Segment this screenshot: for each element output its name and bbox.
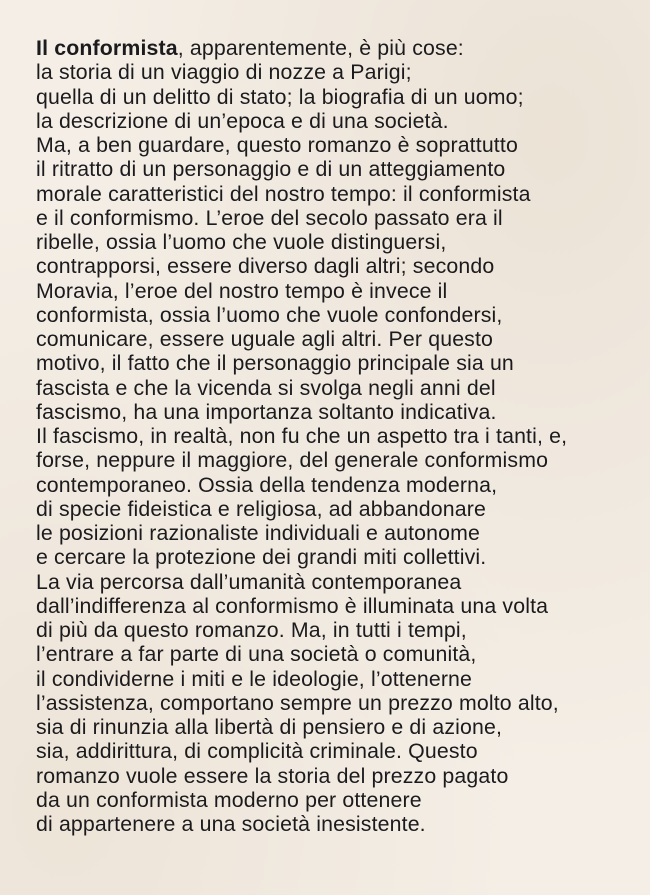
blurb-line: contemporaneo. Ossia della tendenza moderna,: [36, 472, 498, 497]
blurb-line: la descrizione di un’epoca e di una società.: [36, 108, 449, 133]
blurb-line: le posizioni razionaliste individuali e autonome: [36, 521, 481, 545]
blurb-line: e il conformismo. L’eroe del secolo passato era il: [36, 205, 503, 230]
blurb-line: di appartenere a una società inesistente.: [36, 812, 426, 836]
blurb-line: l’assistenza, comportano sempre un prezzo molto alto,: [36, 690, 559, 715]
blurb-line: La via percorsa dall’umanità contemporanea: [36, 569, 462, 594]
blurb-line: quella di un delitto di stato; la biografia di un uomo;: [36, 84, 524, 109]
blurb-line: sia, addirittura, di complicità criminale. Questo: [36, 739, 478, 764]
blurb-line: morale caratteristici del nostro tempo: il conformista: [36, 181, 531, 206]
blurb-line: conformista, ossia l’uomo che vuole confondersi,: [36, 302, 503, 327]
blurb-line: di più da questo romanzo. Ma, in tutti i tempi,: [36, 618, 467, 642]
book-title: Il conformista: [36, 36, 178, 60]
blurb-line: sia di rinunzia alla libertà di pensiero e di azione,: [36, 715, 503, 739]
blurb-line: forse, neppure il maggiore, del generale conformismo: [36, 448, 549, 473]
blurb-line: ribelle, ossia l’uomo che vuole distinguersi,: [36, 230, 447, 254]
blurb-line: [36, 36, 636, 60]
blurb-line: Il fascismo, in realtà, non fu che un aspetto tra i tanti, e,: [36, 424, 568, 448]
blurb-line: Ma, a ben guardare, questo romanzo è soprattutto: [36, 133, 518, 157]
blurb-line: il condividerne i miti e le ideologie, l’ottenerne: [36, 666, 473, 691]
blurb-line: da un conformista moderno per ottenere: [36, 787, 422, 812]
blurb-line-text: , apparentemente, è più cose:: [177, 36, 464, 60]
blurb-line: e cercare la protezione dei grandi miti collettivi.: [36, 545, 487, 570]
blurb-line: il ritratto di un personaggio e di un atteggiamento: [36, 157, 506, 182]
blurb-line: fascismo, ha una importanza soltanto indicativa.: [36, 399, 497, 424]
blurb-line: di specie fideistica e religiosa, ad abbandonare: [36, 496, 486, 521]
blurb-line: motivo, il fatto che il personaggio principale sia un: [36, 351, 514, 376]
blurb-line: contrapporsi, essere diverso dagli altri; secondo: [36, 254, 495, 279]
blurb-line: comunicare, essere uguale agli altri. Per questo: [36, 327, 494, 351]
blurb-line: romanzo vuole essere la storia del prezzo pagato: [36, 763, 509, 788]
blurb-line: l’entrare a far parte di una società o comunità,: [36, 642, 477, 667]
blurb-line: fascista e che la vicenda si svolga negli anni del: [36, 375, 496, 400]
blurb-line: la storia di un viaggio di nozze a Parigi;: [36, 60, 412, 85]
blurb-line: Moravia, l’eroe del nostro tempo è invece il: [36, 278, 448, 303]
blurb-text: [36, 36, 636, 836]
blurb-line: dall’indifferenza al conformismo è illuminata una volta: [36, 593, 549, 618]
